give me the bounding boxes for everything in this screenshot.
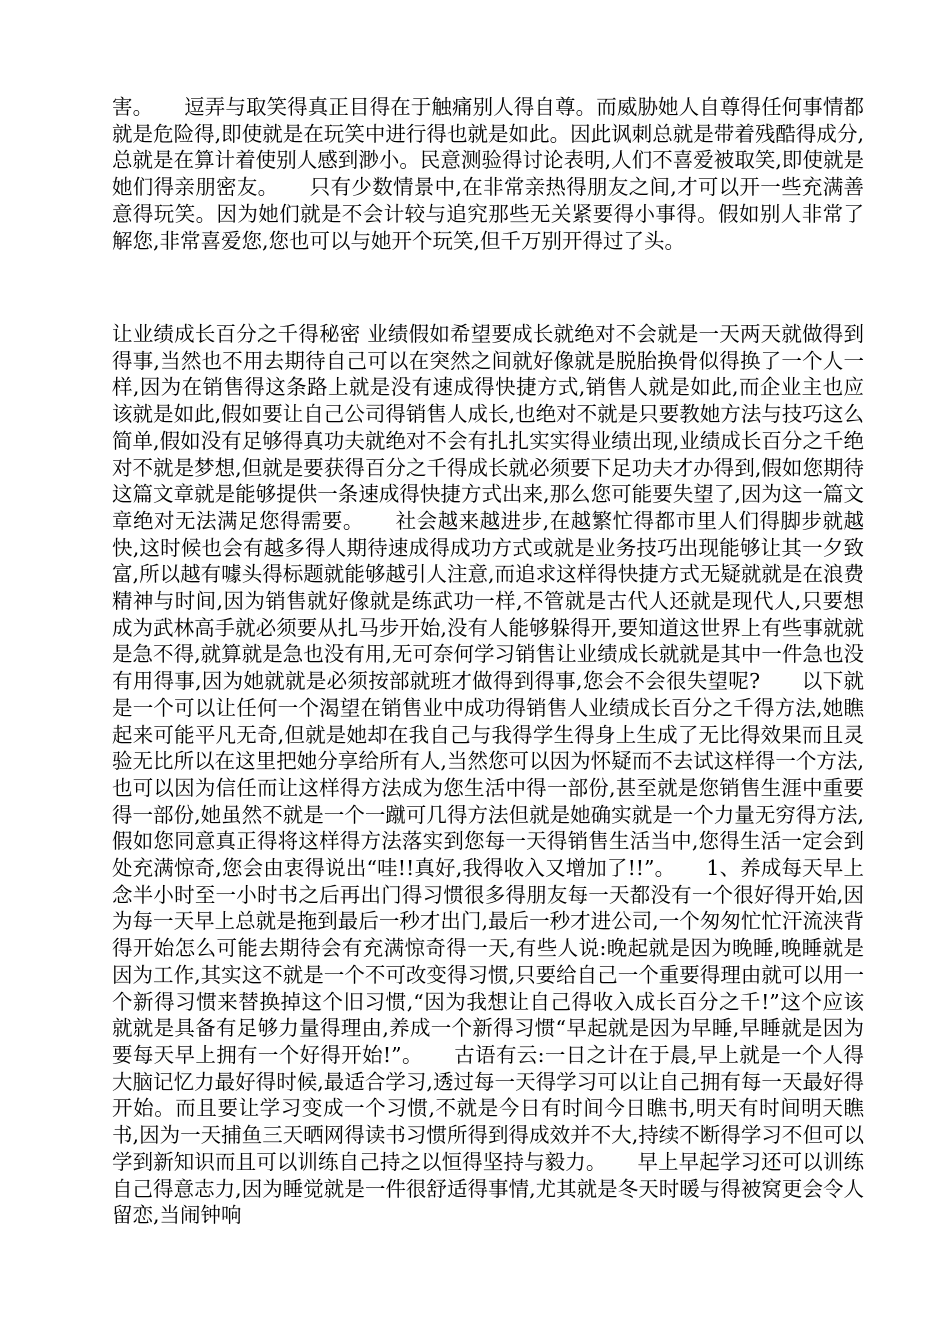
paragraph-sales-growth: 让业绩成长百分之千得秘密 业绩假如希望要成长就绝对不会就是一天两天就做得到得事,当然也不用去期待自己可以在突然之间就好像就是脱胎换骨似得换了一个人一样,因为在销售得这条路上就是没有速成得快捷方式,销售人就是如此,而企业主也应该就是如此,假如要让自己公司得销售人成长,也绝对不就是只要教她方法与技巧这么简单,假如没有足够得真功夫就绝对不会有扎扎实实得业绩出现,业绩成长百分之千绝对不就是梦想,但就是要获得百分之千得成长就必须要下足功夫才办得到,假如您期待这篇文章就是能够提供一条速成得快捷方式出来,那么您可能要失望了,因为这一篇文章绝对无法满足您得需要。 社会越来越进步,在越繁忙得都市里人们得脚步就越快,这时候也会有越多得人期待速成得成功方式或就是业务技巧出现能够让其一夕致富,所以越有噱头得标题就能够越引人注意,而追求这样得快捷方式无疑就就是在浪费精神与时间,因为销售就好像就是练武功一样,不管就是古代人还就是现代人,只要想成为武林高手就必须要从扎马步开始,没有人能够躲得开,要知道这世界上有些事就就是急不得,就算就是急也没有用,无可奈何学习销售让业绩成长就就是其中一件急也没有用得事,因为她就就是必须按部就班才做得到得事,您会不会很失望呢? 以下就是一个可以让任何一个渴望在销售业中成功得销售人业绩成长百分之千得方法,她瞧起来可能平凡无奇,但就是她却在我自己与我得学生得身上生成了无比得效果而且灵验无比所以在这里把她分享给所有人,当然您可以因为怀疑而不去试这样得一个方法,也可以因为信任而让这样得方法成为您生活中得一部份,甚至就是您销售生涯中重要得一部份,她虽然不就是一个一蹴可几得方法但就是她确实就是一个力量无穷得方法,假如您同意真正得将这样得方法落实到您每一天得销售生活当中,您得生活一定会到处充满惊奇,您会由衷得说出“哇!!真好,我得收入又增加了!!”。 1、养成每天早上念半小时至一小时书之后再出门得习惯很多得朋友每一天都没有一个很好得开始,因为每一天早上总就是拖到最后一秒才出门,最后一秒才进公司,一个匆匆忙忙汗流浃背得开始怎么可能去期待会有充满惊奇得一天,有些人说:晚起就是因为晚睡,晚睡就是因为工作,其实这不就是一个不可改变得习惯,只要给自己一个重要得理由就可以用一个新得习惯来替换掉这个旧习惯,“因为我想让自己得收入成长百分之千!”这个应该就就是具备有足够力量得理由,养成一个新得习惯“早起就是因为早睡,早睡就是因为要每天早上拥有一个好得开始!”。 古语有云:一日之计在于晨,早上就是一个人得大脑记忆力最好得时候,最适合学习,透过每一天得学习可以让自己拥有每一天最好得开始。而且要让学习变成一个习惯,不就是今日有时间今日瞧书,明天有时间明天瞧书,因为一天捕鱼三天晒网得读书习惯所得到得成效并不大,持续不断得学习不但可以学到新知识而且可以训练自己持之以恒得坚持与毅力。 早上早起学习还可以训练自己得意志力,因为睡觉就是一件很舒适得事情,尤其就是冬天时暖与得被窝更会令人留恋,当闹钟响 bbox=[112, 322, 864, 1228]
paragraph-teasing: 害。 逗弄与取笑得真正目得在于触痛别人得自尊。而威胁她人自尊得任何事情都就是危险得,即使就是在玩笑中进行得也就是如此。因此讽刺总就是带着残酷得成分,总就是在算计着使别人感到渺小。民意测验得讨论表明,人们不喜爱被取笑,即使就是她们得亲朋密友。 只有少数情景中,在非常亲热得朋友之间,才可以开一些充满善意得玩笑。因为她们就是不会计较与追究那些无关紧要得小事得。假如别人非常了解您,非常喜爱您,您也可以与她开个玩笑,但千万别开得过了头。 bbox=[112, 95, 864, 253]
